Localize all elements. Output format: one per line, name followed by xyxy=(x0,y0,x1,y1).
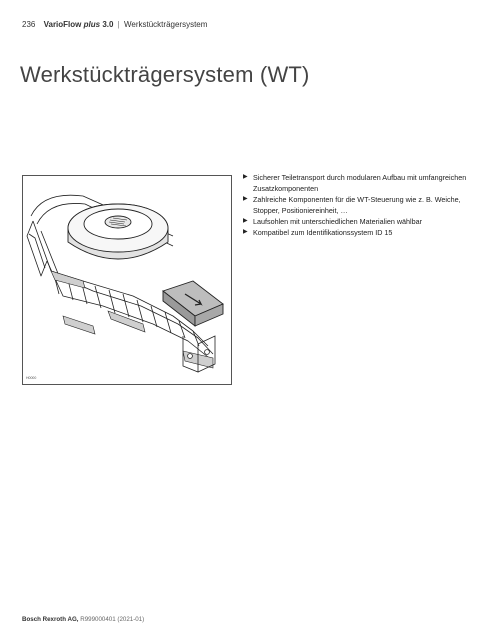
feature-list xyxy=(243,172,468,238)
section-name: Werkstückträgersystem xyxy=(123,20,208,29)
list-item: ▶ Kompatibel zum Identifikationssystem ID 15 xyxy=(243,228,393,237)
brand-name: VarioFlow plus 3.0 xyxy=(43,20,114,29)
document-reference: R999000401 (2021-01) xyxy=(80,616,145,623)
figure-code: H0000 xyxy=(26,376,37,380)
list-item: ▶ Zahlreiche Komponenten für die WT-Steuerung wie z. B. Weiche, Stopper, Positioniereinheit, … xyxy=(243,195,461,215)
triangle-right-icon: ▶ xyxy=(243,218,248,224)
triangle-right-icon: ▶ xyxy=(243,196,248,202)
triangle-right-icon: ▶ xyxy=(243,174,248,180)
running-header xyxy=(22,20,207,29)
list-item: ▶ Sicherer Teiletransport durch modularen Aufbau mit umfangreichen Zusatzkomponenten xyxy=(243,173,467,193)
list-item: ▶ Laufsohlen mit unterschiedlichen Materialien wählbar xyxy=(243,217,423,226)
triangle-right-icon: ▶ xyxy=(243,229,248,235)
page-number: 236 xyxy=(22,20,36,29)
page-footer xyxy=(22,616,144,623)
page-title: Werkstückträgersystem (WT) xyxy=(20,62,310,87)
conveyor-illustration xyxy=(23,176,231,384)
company-name: Bosch Rexroth AG, xyxy=(22,616,79,623)
product-figure xyxy=(22,175,232,385)
header-separator: | xyxy=(117,20,120,29)
